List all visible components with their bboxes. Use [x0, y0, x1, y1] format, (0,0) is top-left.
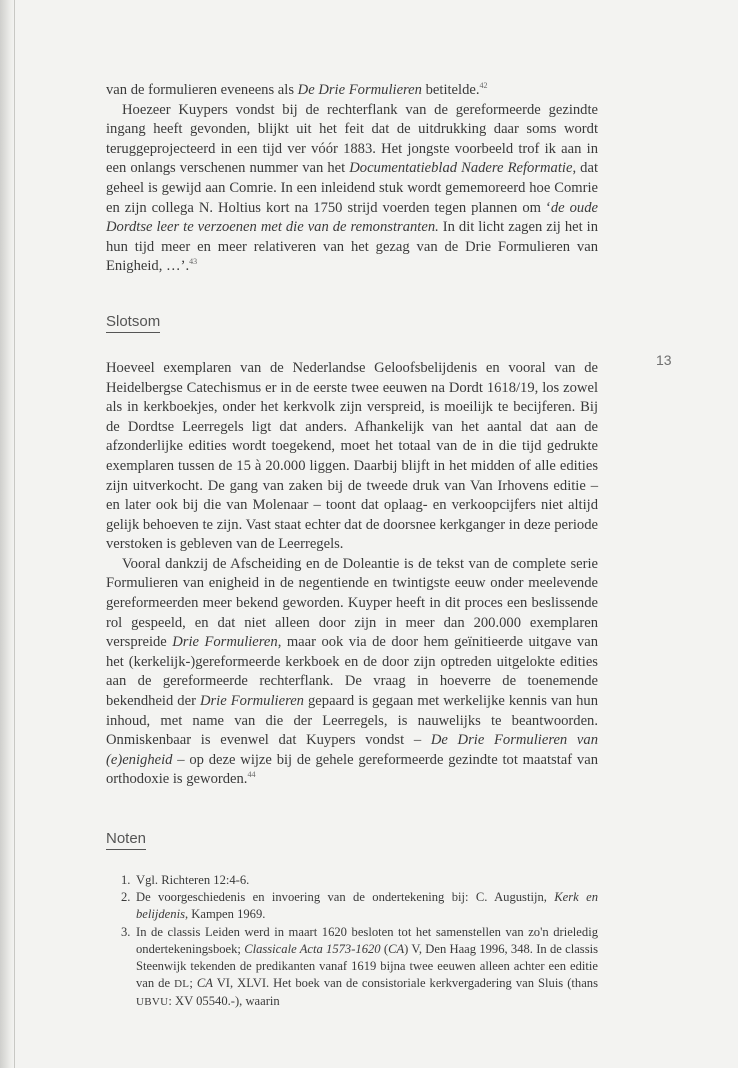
slotsom-section [106, 359, 598, 790]
note-3: 3. In de classis Leiden werd in maart 1620 besloten tot het samenstellen van zo'n drieledig ondertekeningsboek; Classicale Acta 1573-1620 (CA) V, Den Haag 1996, 348. In de classis Steenwijk tekenden de predikanten vanaf 1619 bijna twee eeuwen alleen achter een editie van de DL; CA VI, XLVI. Het boek van de consistoriale kerkvergadering van Sluis (thans UBVU: XV 05540.-), waarin [121, 924, 598, 1009]
note-2: 2. De voorgeschiedenis en invoering van de ondertekening bij: C. Augustijn, Kerk en belijdenis, Kampen 1969. [121, 890, 599, 922]
footnote-ref: 43 [189, 257, 198, 267]
intro-paragraph-2: Hoezeer Kuypers vondst bij de rechterflank van de gereformeerde gezindte ingang heeft gevonden, blijkt uit het feit dat de uitdrukking daar soms wordt teruggeprojecteerd in een tijd ver vóór 1883. Het jongste voorbeeld trof ik aan in een onlangs verschenen nummer van het Documentatieblad Nadere Reformatie, dat geheel is gewijd aan Comrie. In een inleidend stuk wordt gememoreerd hoe Comrie en zijn collega N. Holtius kort na 1750 strijd voerden tegen plannen om ‘de oude Dordtse leer te verzoenen met die van de remonstranten. In dit licht zagen zij het in hun tijd meer en meer relativeren van het gezag van de Drie Formulieren van Enigheid, …’.$^{43}$ [106, 101, 598, 275]
page-number: 13 [656, 352, 672, 368]
intro-paragraph-1: van de formulieren eveneens als De Drie Formulieren betitelde.$^{42}$ [106, 81, 488, 98]
page-binding-line [14, 0, 15, 1068]
slotsom-paragraph-1: Hoeveel exemplaren van de Nederlandse Geloofsbelijdenis en vooral van de Heidelbergse Catechismus er in de eerste twee eeuwen na Dordt 1618/19, los zowel als in kerkboekjes, onder het kerkvolk zijn verspreid, is moeilijk te becijferen. Bij de Dordtse Leerregels ligt dat anders. Afhankelijk van het aantal dat aan de afzonderlijke edities wordt toegekend, moet het totaal van de in die tijd gedrukte exemplaren tussen de 15 à 20.000 liggen. Daarbij blijft in het midden of alle edities zijn uitverkocht. De gang van zaken bij de tweede druk van Van Irhovens editie – en later ook bij die van Molenaar – toont dat oplaag- en verkoopcijfers niet altijd gelijk behoeven te zijn. Vast staat echter dat de doorsnee kerkganger in deze periode verstoken is gebleven van de Leerregels. [106, 359, 598, 553]
text-column [106, 81, 598, 1012]
notes-list [106, 872, 598, 1012]
section-heading-noten: Noten [106, 830, 146, 850]
slotsom-paragraph-2: Vooral dankzij de Afscheiding en de Doleantie is de tekst van de complete serie Formulieren van enigheid in de negentiende en twintigste eeuw onder meelevende gereformeerden meer bekend geworden. Kuyper heeft in dit proces een beslissende rol gespeeld, en dat niet alleen door zijn in meer dan 200.000 exemplaren verspreide Drie Formulieren, maar ook via de door hem geïnitieerde uitgave van het (kerkelijk-)gereformeerde kerkboek en de door zijn optreden uitgelokte edities aan de gereformeerde rechterflank. De vraag in hoeverre de toenemende bekendheid der Drie Formulieren gepaard is gegaan met werkelijke kennis van hun inhoud, met name van die der Leerregels, is nauwelijks te beantwoorden. Onmiskenbaar is evenwel dat Kuypers vondst – De Drie Formulieren van (e)enigheid – op deze wijze bij de gehele gereformeerde gezindte tot maatstaf van orthodoxie is geworden.$^{44}$ [106, 555, 599, 788]
note-1: 1. Vgl. Richteren 12:4-6. [121, 873, 250, 887]
page-binding-shadow [0, 0, 14, 1068]
section-heading-slotsom: Slotsom [106, 313, 160, 333]
intro-section [106, 81, 598, 277]
footnote-ref: 42 [479, 81, 488, 91]
footnote-ref: 44 [247, 770, 256, 780]
